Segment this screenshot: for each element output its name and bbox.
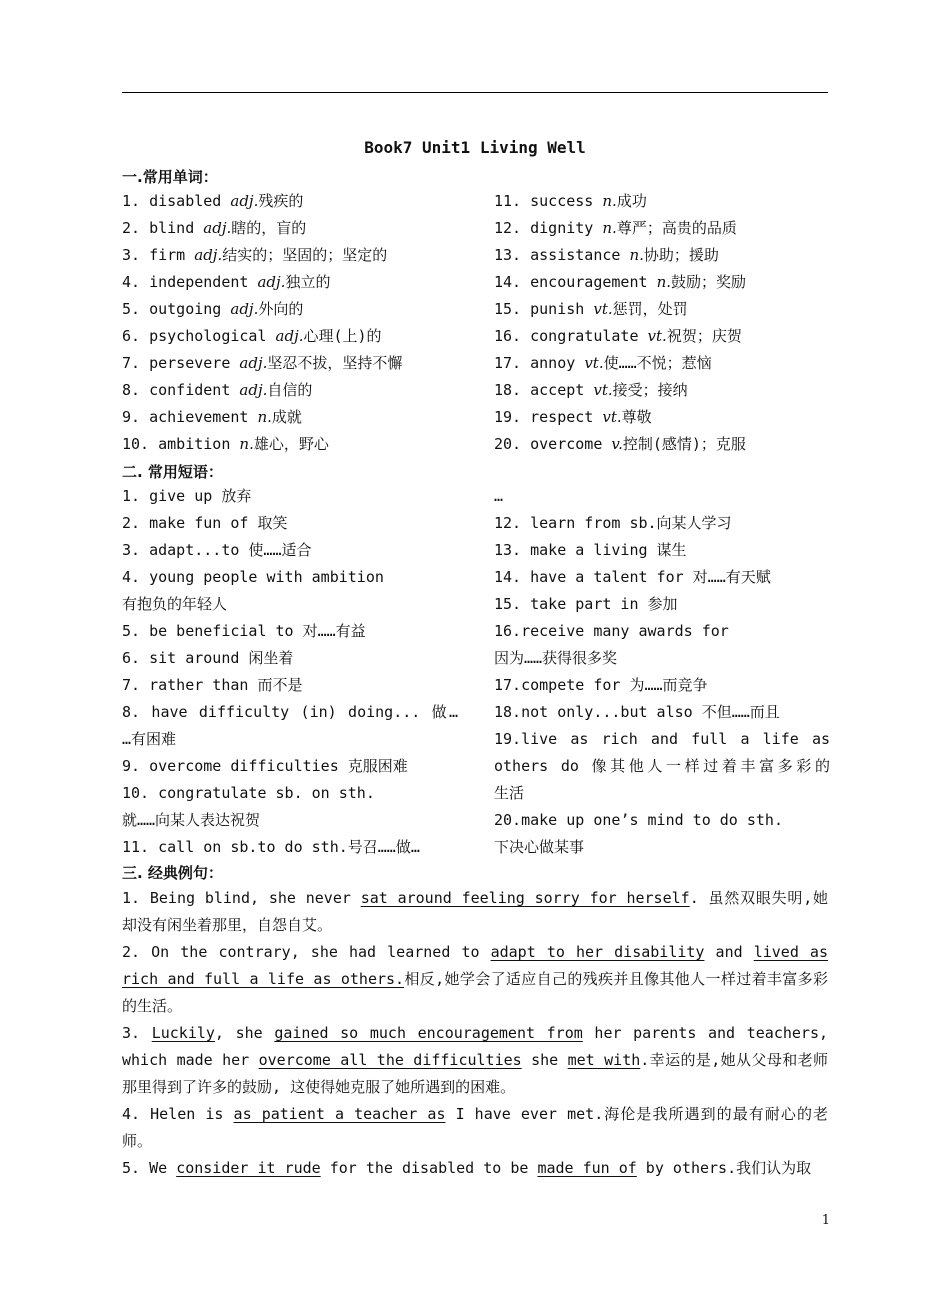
vocab-part-of-speech: n.	[602, 219, 617, 237]
section-heading-phrases: 二. 常用短语：	[122, 463, 223, 481]
phrase-line: 10. congratulate sb. on sth.	[122, 784, 375, 802]
vocab-item	[122, 323, 458, 350]
vocab-meaning: 尊敬	[621, 408, 652, 426]
page-number: 1	[821, 1213, 830, 1228]
vocab-meaning: 结实的；坚固的；坚定的	[222, 246, 388, 264]
vocab-word: success	[530, 192, 594, 210]
vocab-meaning: 尊严；高贵的品质	[616, 219, 737, 237]
vocab-number: 7.	[122, 354, 141, 372]
vocab-number: 15.	[494, 300, 522, 318]
vocab-meaning: 接受；接纳	[612, 381, 688, 399]
underlined-phrase: made fun of	[537, 1159, 637, 1177]
vocab-word: dignity	[530, 219, 594, 237]
sentence-text: 5. We	[122, 1159, 177, 1177]
vocab-number: 10.	[122, 435, 150, 453]
phrase-line: 1. give up 放弃	[122, 487, 252, 505]
vocab-item	[122, 242, 458, 269]
vocab-item	[494, 215, 830, 242]
vocab-word: congratulate	[530, 327, 639, 345]
vocab-number: 6.	[122, 327, 141, 345]
phrases-column-left	[122, 483, 458, 861]
vocab-number: 8.	[122, 381, 141, 399]
vocab-item	[494, 404, 830, 431]
vocab-number: 1.	[122, 192, 141, 210]
vocab-item	[494, 242, 830, 269]
sentence-text: for the disabled to be	[320, 1159, 538, 1177]
vocab-meaning: 祝贺；庆贺	[666, 327, 742, 345]
vocab-meaning: 瞎的，盲的	[231, 219, 307, 237]
vocab-number: 16.	[494, 327, 522, 345]
underlined-phrase: overcome all the difficulties	[258, 1051, 522, 1069]
example-sentence	[122, 1155, 828, 1182]
phrase-line: 11. call on sb.to do sth.号召……做…	[122, 838, 420, 856]
vocab-item	[494, 296, 830, 323]
phrase-line: 7. rather than 而不是	[122, 676, 303, 694]
vocab-part-of-speech: vt.	[602, 408, 622, 426]
vocab-meaning: 使……不悦；惹恼	[603, 354, 712, 372]
vocab-number: 12.	[494, 219, 522, 237]
vocab-item	[122, 404, 458, 431]
vocab-item	[494, 431, 830, 458]
example-sentences	[122, 885, 828, 1182]
vocab-number: 5.	[122, 300, 141, 318]
sentence-text: 3.	[122, 1024, 152, 1042]
words-column-right	[494, 188, 830, 458]
vocab-item	[122, 377, 458, 404]
vocab-meaning: 独立的	[285, 273, 331, 291]
vocab-part-of-speech: adj.	[239, 381, 268, 399]
vocab-item	[122, 431, 458, 458]
phrases-column-right	[494, 483, 830, 861]
vocab-part-of-speech: adj.	[275, 327, 304, 345]
sentence-text: 2. On the contrary, she had learned to	[122, 943, 491, 961]
vocab-part-of-speech: adj.	[239, 354, 268, 372]
phrase-line: 13. make a living 谋生	[494, 541, 687, 559]
phrase-line: 因为……获得很多奖	[494, 649, 618, 667]
vocab-number: 14.	[494, 273, 522, 291]
vocab-meaning: 雄心，野心	[253, 435, 329, 453]
section-heading-words: 一.常用单词：	[122, 168, 218, 186]
vocab-meaning: 外向的	[258, 300, 304, 318]
vocab-number: 3.	[122, 246, 141, 264]
vocab-word: persevere	[149, 354, 231, 372]
vocab-item	[494, 188, 830, 215]
phrase-line: 19.live as rich and full a life as	[494, 730, 830, 748]
phrase-line: others do 像其他人一样过着丰富多彩的	[494, 757, 830, 775]
vocab-word: punish	[530, 300, 585, 318]
phrase-line: 3. adapt...to 使……适合	[122, 541, 312, 559]
vocab-item	[122, 269, 458, 296]
vocab-word: firm	[149, 246, 186, 264]
vocab-word: psychological	[149, 327, 267, 345]
underlined-phrase: adapt to her disability	[490, 943, 705, 961]
sentence-text: 4. Helen is	[122, 1105, 234, 1123]
vocab-part-of-speech: adj.	[257, 273, 286, 291]
phrase-line: 9. overcome difficulties 克服困难	[122, 757, 408, 775]
vocab-item	[494, 350, 830, 377]
vocab-word: blind	[149, 219, 195, 237]
phrase-line: 16.receive many awards for	[494, 622, 729, 640]
sentence-text: 相反,她学会了适应自己的残疾并且像其他人一样过着丰富多彩的生活。	[122, 970, 828, 1015]
vocab-number: 18.	[494, 381, 522, 399]
vocab-meaning: 控制(感情)；克服	[622, 435, 746, 453]
example-sentence	[122, 1101, 828, 1155]
vocab-item	[494, 269, 830, 296]
underlined-phrase: consider it rude	[176, 1159, 321, 1177]
vocab-number: 19.	[494, 408, 522, 426]
vocab-number: 11.	[494, 192, 522, 210]
vocab-item	[494, 323, 830, 350]
sentence-text: , she	[214, 1024, 275, 1042]
phrase-line: 8. have difficulty (in) doing... 做…	[122, 703, 458, 721]
vocab-part-of-speech: adj.	[230, 300, 259, 318]
page-title: Book7 Unit1 Living Well	[364, 138, 586, 157]
vocab-word: encouragement	[530, 273, 648, 291]
vocab-item	[122, 350, 458, 377]
vocab-part-of-speech: adj.	[203, 219, 232, 237]
vocab-meaning: 成功	[616, 192, 647, 210]
vocab-number: 17.	[494, 354, 522, 372]
vocab-word: disabled	[149, 192, 222, 210]
vocab-meaning: 协助；援助	[643, 246, 719, 264]
sentence-text: by others.我们认为取	[636, 1159, 812, 1177]
vocab-word: achievement	[149, 408, 249, 426]
phrase-line: 15. take part in 参加	[494, 595, 678, 613]
phrase-line: 2. make fun of 取笑	[122, 514, 288, 532]
vocab-item	[494, 377, 830, 404]
section-heading-sentences: 三. 经典例句：	[122, 864, 223, 882]
vocab-word: outgoing	[149, 300, 222, 318]
vocab-part-of-speech: vt.	[647, 327, 667, 345]
underlined-phrase: gained so much encouragement from	[274, 1024, 583, 1042]
example-sentence	[122, 939, 828, 1020]
underlined-phrase: sat around feeling sorry for herself	[360, 889, 690, 907]
vocab-meaning: 自信的	[267, 381, 313, 399]
phrase-line: 14. have a talent for 对……有天赋	[494, 568, 771, 586]
sentence-text: . 虽然双眼失明,她却没有闲坐着那里，自怨自艾。	[122, 889, 828, 934]
phrase-line: 17.compete for 为……而竞争	[494, 676, 708, 694]
vocab-meaning: 残疾的	[258, 192, 304, 210]
vocab-number: 9.	[122, 408, 141, 426]
phrase-line: 18.not only...but also 不但……而且	[494, 703, 780, 721]
phrase-line: …有困难	[122, 730, 177, 748]
underlined-phrase: Luckily	[151, 1024, 215, 1042]
phrase-line: 生活	[494, 784, 525, 802]
sentence-text: 1. Being blind, she never	[122, 889, 361, 907]
phrase-line: 20.make up one’s mind to do sth.	[494, 811, 783, 829]
vocab-word: annoy	[530, 354, 576, 372]
phrase-line: 5. be beneficial to 对……有益	[122, 622, 366, 640]
vocab-part-of-speech: adj.	[230, 192, 259, 210]
underlined-phrase: met with	[567, 1051, 641, 1069]
phrase-line: 就……向某人表达祝贺	[122, 811, 261, 829]
vocab-number: 13.	[494, 246, 522, 264]
vocab-item	[122, 215, 458, 242]
vocab-number: 4.	[122, 273, 141, 291]
vocab-meaning: 成就	[271, 408, 302, 426]
vocab-word: accept	[530, 381, 585, 399]
example-sentence	[122, 1020, 828, 1101]
vocab-part-of-speech: vt.	[593, 300, 613, 318]
vocab-part-of-speech: n.	[239, 435, 254, 453]
sentence-text: she	[521, 1051, 568, 1069]
vocab-part-of-speech: vt.	[584, 354, 604, 372]
sentence-text: her parents and teachers, which made her	[122, 1024, 829, 1069]
vocab-word: ambition	[158, 435, 231, 453]
sentence-text: I have ever met.海伦是我所遇到的最有耐心的老师。	[122, 1105, 828, 1150]
vocab-word: assistance	[530, 246, 621, 264]
vocab-part-of-speech: n.	[629, 246, 644, 264]
vocab-meaning: 坚忍不拔，坚持不懈	[267, 354, 403, 372]
vocab-part-of-speech: n.	[656, 273, 671, 291]
vocab-meaning: 惩罚，处罚	[612, 300, 688, 318]
vocab-part-of-speech: vt.	[593, 381, 613, 399]
words-column-left	[122, 188, 458, 458]
phrase-line: 4. young people with ambition	[122, 568, 384, 586]
vocab-word: overcome	[530, 435, 603, 453]
vocab-part-of-speech: n.	[602, 192, 617, 210]
sentence-text: .幸运的是,她从父母和老师那里得到了许多的鼓励, 这使得她克服了她所遇到的困难。	[122, 1051, 828, 1096]
vocab-word: confident	[149, 381, 231, 399]
vocab-meaning: 心理(上)的	[303, 327, 382, 345]
phrase-line: 下决心做某事	[494, 838, 585, 856]
sentence-text: and	[704, 943, 754, 961]
vocab-part-of-speech: adj.	[194, 246, 223, 264]
vocab-number: 20.	[494, 435, 522, 453]
phrase-line: …	[494, 487, 504, 505]
underlined-phrase: lived as rich and full a life as others.	[122, 943, 828, 988]
vocab-item	[122, 188, 458, 215]
phrase-line: 12. learn from sb.向某人学习	[494, 514, 732, 532]
vocab-word: respect	[530, 408, 594, 426]
vocab-word: independent	[149, 273, 249, 291]
vocab-part-of-speech: n.	[257, 408, 272, 426]
vocab-item	[122, 296, 458, 323]
phrase-line: 6. sit around 闲坐着	[122, 649, 294, 667]
vocab-part-of-speech: v.	[611, 435, 623, 453]
vocab-meaning: 鼓励；奖励	[671, 273, 747, 291]
phrase-line: 有抱负的年轻人	[122, 595, 228, 613]
vocab-number: 2.	[122, 219, 141, 237]
underlined-phrase: as patient a teacher as	[233, 1105, 446, 1123]
header-rule	[122, 92, 828, 93]
example-sentence	[122, 885, 828, 939]
